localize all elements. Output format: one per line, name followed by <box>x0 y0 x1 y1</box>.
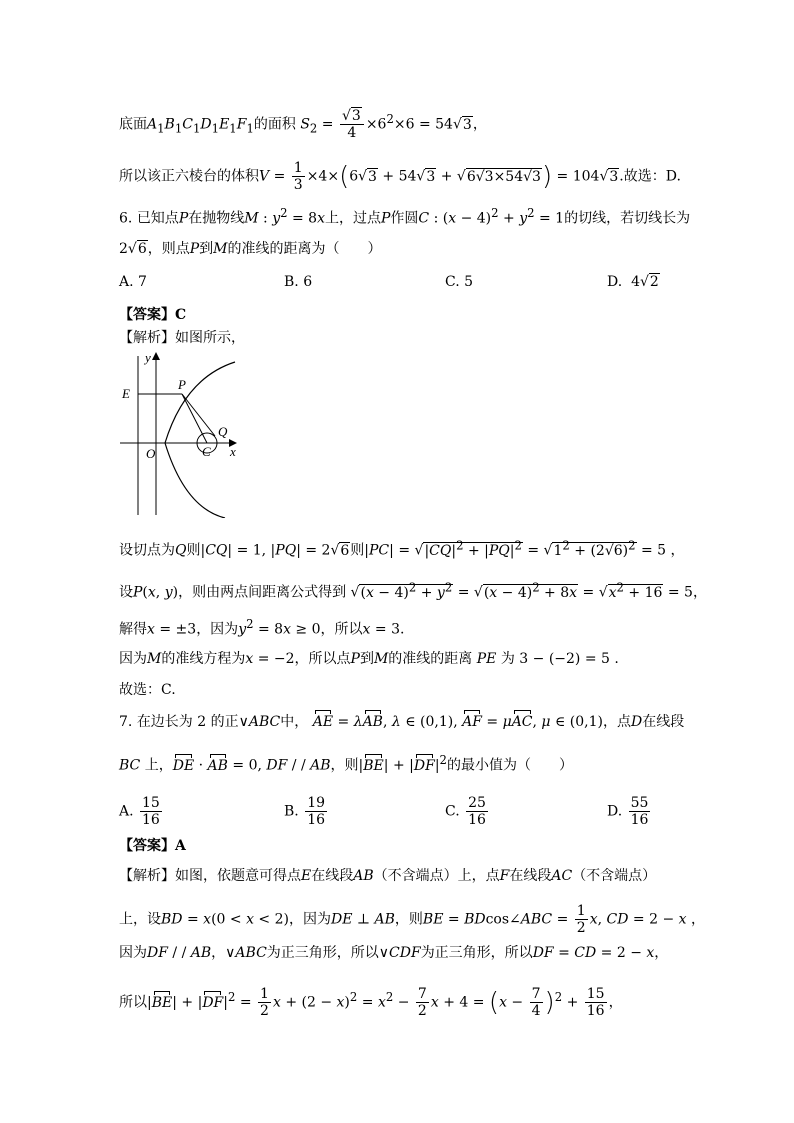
parabola-figure <box>115 348 245 518</box>
analysis-6-intro: 【解析】如图所示， <box>119 330 245 346</box>
option-7d: D. $\frac{55}{16}$ <box>607 795 649 828</box>
fig-label-q: Q <box>218 424 228 439</box>
solution-line5: 故选：C. <box>119 682 176 698</box>
line-volume: 所以该正六棱台的体积V = $\frac{1}{3}$ ×4×(6√3 + 54√3 + √6√3×54√3) = 104√3.故选：D. <box>119 160 681 193</box>
question-7-line1: 7. 在边长为 2 的正∨ABC中， AE = λAB, λ ∈ (0,1), AF = μAC, μ ∈ (0,1)，点D在线段 <box>119 714 685 730</box>
option-6a: A. 7 <box>119 274 147 290</box>
solution-line2: 设P(x, y)，则由两点间距离公式得到 $√(x - 4)^2 + y^2 = √(x - 4)^2 + 8x = √x^2 + 16 = 5$， <box>119 580 707 601</box>
option-7c: C. $\frac{25}{16}$ <box>445 795 486 828</box>
analysis-7-line4: 所以$|BE| + |DF|^2$ = $\frac{1}{2}$ $x + (2 - x)^2 = x^2$ − $\frac{7}{2}$ x + 4 = (x − $\frac{7}{4}$ )$^2$ + $\frac{15}{16}$ ， <box>119 986 623 1019</box>
analysis-7-line3: 因为DF / / AB，∨ABC为正三角形，所以∨CDF为正三角形，所以DF = CD = 2 − x， <box>119 945 669 961</box>
fig-label-p: P <box>178 377 186 392</box>
option-6b: B. 6 <box>284 274 313 290</box>
option-6c: C. 5 <box>445 274 474 290</box>
question-7-line2: BC 上，DE · AB = 0, DF / / AB，则$|BE| + |DF|^2$的最小值为（ ） <box>119 753 573 774</box>
option-7a: A. $\frac{15}{16}$ <box>119 795 160 828</box>
fig-label-y: y <box>145 350 151 365</box>
fig-label-e: E <box>122 386 130 401</box>
solution-line3: 解得x = ±3，因为$y^2 = 8x \ge 0$，所以x = 3. <box>119 617 405 638</box>
analysis-7-line1: 【解析】如图，依题意可得点E在线段AB（不含端点）上，点F在线段AC（不含端点） <box>119 868 657 884</box>
solution-line4: 因为M的准线方程为x = −2，所以点P到M的准线的距离 PE 为 3 − (−2) = 5 . <box>119 651 619 667</box>
fig-label-x: x <box>230 444 236 459</box>
fig-label-c: C <box>202 444 211 459</box>
answer-6: 【答案】C <box>119 307 187 323</box>
line-base-area: 底面$A_1B_1C_1D_1E_1F_1$的面积 $S_2$ = $\frac{√3}{4}$ $\times 6^2\times 6 = 54√3$， <box>119 108 487 141</box>
question-6-line2: 2√6，则点P到M的准线的距离为（ ） <box>119 241 382 257</box>
fig-label-o: O <box>146 446 156 461</box>
answer-7: 【答案】A <box>119 838 186 854</box>
option-7b: B. $\frac{19}{16}$ <box>284 795 326 828</box>
analysis-7-line2: 上，设BD = x(0 < x < 2)，因为DE ⊥ AB，则BE = BDcos∠ABC = $\frac{1}{2}$ x, CD = 2 − x ， <box>119 903 705 936</box>
solution-line1: 设切点为Q则|CQ| = 1, |PQ| = 2√6则$|PC| = √|CQ|^2 + |PQ|^2 = √1^2 + (2√6)^2 = 5$ ， <box>119 538 685 559</box>
question-6-line1: 6. 已知点P在抛物线M : $y^2 = 8x$上，过点P作圆C : $(x - 4)^2 + y^2 = 1$的切线，若切线长为 <box>119 206 691 227</box>
option-6d: D. 4√2 <box>607 274 659 290</box>
